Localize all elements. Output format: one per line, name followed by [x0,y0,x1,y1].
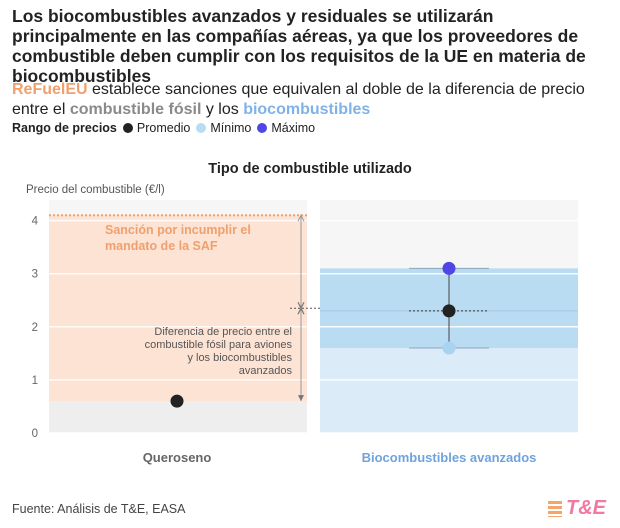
chart-title: Tipo de combustible utilizado [208,161,412,177]
legend-label-minimum: Mínimo [210,121,252,135]
y-tick-2: 2 [31,321,38,334]
subtitle-fossil-fuel: combustible fósil [69,101,202,118]
legend-label-average: Promedio [136,121,191,135]
y-axis-label: Precio del combustible (€/l) [26,184,165,196]
y-tick-0: 0 [31,428,38,440]
bio-maximum-point [443,262,456,275]
category-label-biofuels: Biocombustibles avanzados [361,450,537,465]
category-label-kerosene: Queroseno [142,450,212,465]
penalty-annotation: Sanción por incumplir el mandato de la SAF [105,223,251,253]
subtitle-text-1: establece sanciones que equivalen al doble de la diferencia de precio entre el [12,81,585,118]
te-logo [548,497,606,520]
chart-title-heading: Los biocombustibles avanzados y residuales se utilizarán principalmente en las compañías aéreas, ya que los proveedores de combustible deben cumplir con los requisitos de la UE en materia de biocombustibles [12,6,586,86]
subtitle-biofuels: biocombustibles [243,101,371,118]
logo-mark-icon [548,501,562,517]
bio-average-point [443,304,456,317]
legend-title: Rango de precios [12,121,117,135]
legend-label-maximum: Máximo [271,121,316,135]
subtitle-text-2: y los [201,101,244,118]
bio-min-area [320,348,578,433]
kerosene-average-point [171,395,184,408]
difference-annotation: Diferencia de precio entre el combustible fósil para aviones y los biocombustibles avanzados [144,326,292,377]
subtitle-refueleu: ReFuelEU [12,81,88,98]
y-tick-3: 3 [31,268,38,281]
source-note: Fuente: Análisis de T&E, EASA [12,502,186,516]
bio-minimum-point [443,342,456,355]
y-tick-1: 1 [31,374,38,387]
logo-text: T&E [566,497,606,519]
y-tick-4: 4 [31,215,38,228]
